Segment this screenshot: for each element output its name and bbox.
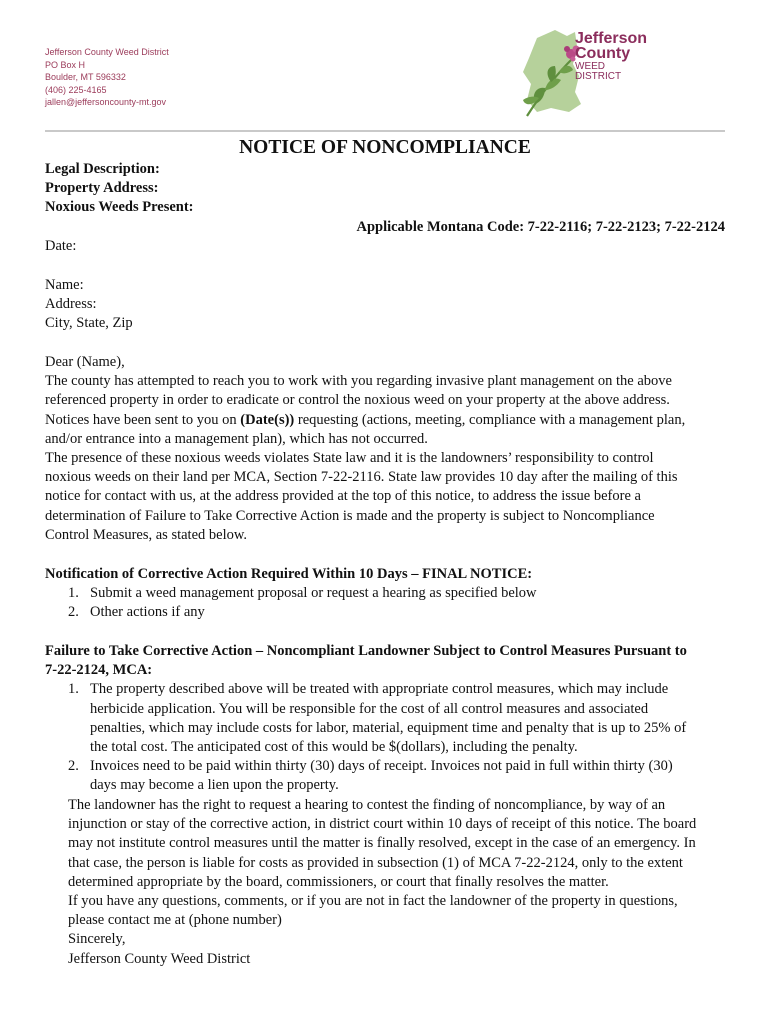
list-item xyxy=(45,584,725,603)
failure-section xyxy=(45,642,725,796)
list-text: the total cost. The anticipated cost of this would be $(dollars), including the penalty. xyxy=(90,739,578,756)
applicable-code: Applicable Montana Code: 7-22-2116; 7-22-2123; 7-22-2124 xyxy=(356,219,725,235)
list-text: herbicide application. You will be responsible for the cost of all control measures and associated xyxy=(90,700,649,717)
closing-line: If you have any questions, comments, or if you are not in fact the landowner of the property in questions, xyxy=(68,893,678,910)
district-name: Jefferson County Weed District xyxy=(45,47,169,57)
legal-description-label: Legal Description: xyxy=(45,161,160,177)
list-text: Submit a weed management proposal or request a hearing as specified below xyxy=(90,585,537,602)
body-line: The county has attempted to reach you to work with you regarding invasive plant management on the above xyxy=(45,373,672,390)
body-line: notice for contact with us, at the address provided at the top of this notice, to address the issue before a xyxy=(45,488,641,505)
date-label: Date: xyxy=(45,238,77,254)
dates-placeholder: (Date(s)) xyxy=(240,411,295,428)
closing-line: determined appropriate by the board, commissioners, or court that finally resolves the matter. xyxy=(68,873,609,890)
closing-line: may not institute control measures until the matter is finally resolved, except in the case of an emergency. In xyxy=(68,835,696,852)
list-text: days may become a lien upon the property. xyxy=(90,777,339,794)
sincerely: Sincerely, xyxy=(68,931,126,948)
property-address-label: Property Address: xyxy=(45,180,159,196)
list-item xyxy=(45,603,725,622)
body-line: noxious weeds on their land per MCA, Section 7-22-2116. State law provides 10 day after the mailing of this xyxy=(45,469,678,486)
closing-line: The landowner has the right to request a hearing to contest the finding of noncompliance, by way of an xyxy=(68,797,666,813)
section-heading: Failure to Take Corrective Action – Noncompliant Landowner Subject to Control Measures Pursuant to xyxy=(45,643,687,659)
corrective-action-list xyxy=(45,584,725,622)
district-logo xyxy=(515,24,655,120)
recipient-name: Name: xyxy=(45,277,84,293)
list-number: 2. xyxy=(68,758,79,775)
logo-line-2: County xyxy=(575,45,631,62)
section-heading: Notification of Corrective Action Required Within 10 Days – FINAL NOTICE: xyxy=(45,566,533,582)
letter-body xyxy=(45,353,725,545)
body-line: referenced property in order to eradicate or control the noxious weed on your property at the above address. xyxy=(45,392,670,409)
corrective-action-section xyxy=(45,565,725,623)
list-number: 2. xyxy=(68,604,79,621)
list-number: 1. xyxy=(68,681,79,698)
closing-line: that case, the person is liable for costs as provided in subsection (1) of MCA 7-22-2124, only to the extent xyxy=(68,854,683,871)
body-text: Notices have been sent to you on xyxy=(45,411,241,428)
body-text: requesting (actions, meeting, compliance with a management plan, xyxy=(294,411,686,428)
district-phone: (406) 225-4165 xyxy=(45,84,107,95)
body-line: and/or entrance into a management plan), which has not occurred. xyxy=(45,430,428,447)
noxious-weeds-label: Noxious Weeds Present: xyxy=(45,199,194,215)
body-line: The presence of these noxious weeds violates State law and it is the landowners’ responsibility to control xyxy=(45,450,654,467)
logo-line-1: Jefferson xyxy=(575,30,648,47)
logo-line-3: WEED xyxy=(575,61,605,72)
list-item xyxy=(45,757,725,795)
list-number: 1. xyxy=(68,585,79,602)
closing-block xyxy=(68,796,728,969)
closing-line: injunction or stay of the corrective action, in district court within 10 days of receipt of this notice. The board xyxy=(68,816,697,833)
list-text: The property described above will be treated with appropriate control measures, which may include xyxy=(90,681,669,698)
logo-wordmark xyxy=(575,31,647,61)
body-line xyxy=(45,411,725,430)
control-measures-list xyxy=(45,680,725,795)
logo-subtitle xyxy=(575,62,621,82)
list-text: Other actions if any xyxy=(90,604,205,621)
greeting: Dear (Name), xyxy=(45,354,125,370)
list-text: Invoices need to be paid within thirty (30) days of receipt. Invoices not paid in full within thirty (30) xyxy=(90,758,673,775)
list-text: penalties, which may include costs for labor, material, equipment time and penalty that is up to 25% of xyxy=(90,719,687,736)
recipient-city: City, State, Zip xyxy=(45,315,133,331)
section-heading: 7-22-2124, MCA: xyxy=(45,662,153,679)
signature: Jefferson County Weed District xyxy=(68,950,251,967)
closing-line: please contact me at (phone number) xyxy=(68,912,282,929)
district-email: jallen@jeffersoncounty-mt.gov xyxy=(45,97,167,107)
header-divider xyxy=(45,130,725,132)
recipient-address: Address: xyxy=(45,296,97,312)
district-po-box: PO Box H xyxy=(45,59,86,70)
body-line: determination of Failure to Take Corrective Action is made and the property is subject to Noncompliance xyxy=(45,507,655,524)
page-title: NOTICE OF NONCOMPLIANCE xyxy=(239,137,531,158)
district-city: Boulder, MT 596332 xyxy=(45,72,126,82)
list-item xyxy=(45,680,725,757)
district-address-block xyxy=(45,46,169,109)
logo-line-4: DISTRICT xyxy=(575,71,622,82)
body-line: Control Measures, as stated below. xyxy=(45,526,248,543)
